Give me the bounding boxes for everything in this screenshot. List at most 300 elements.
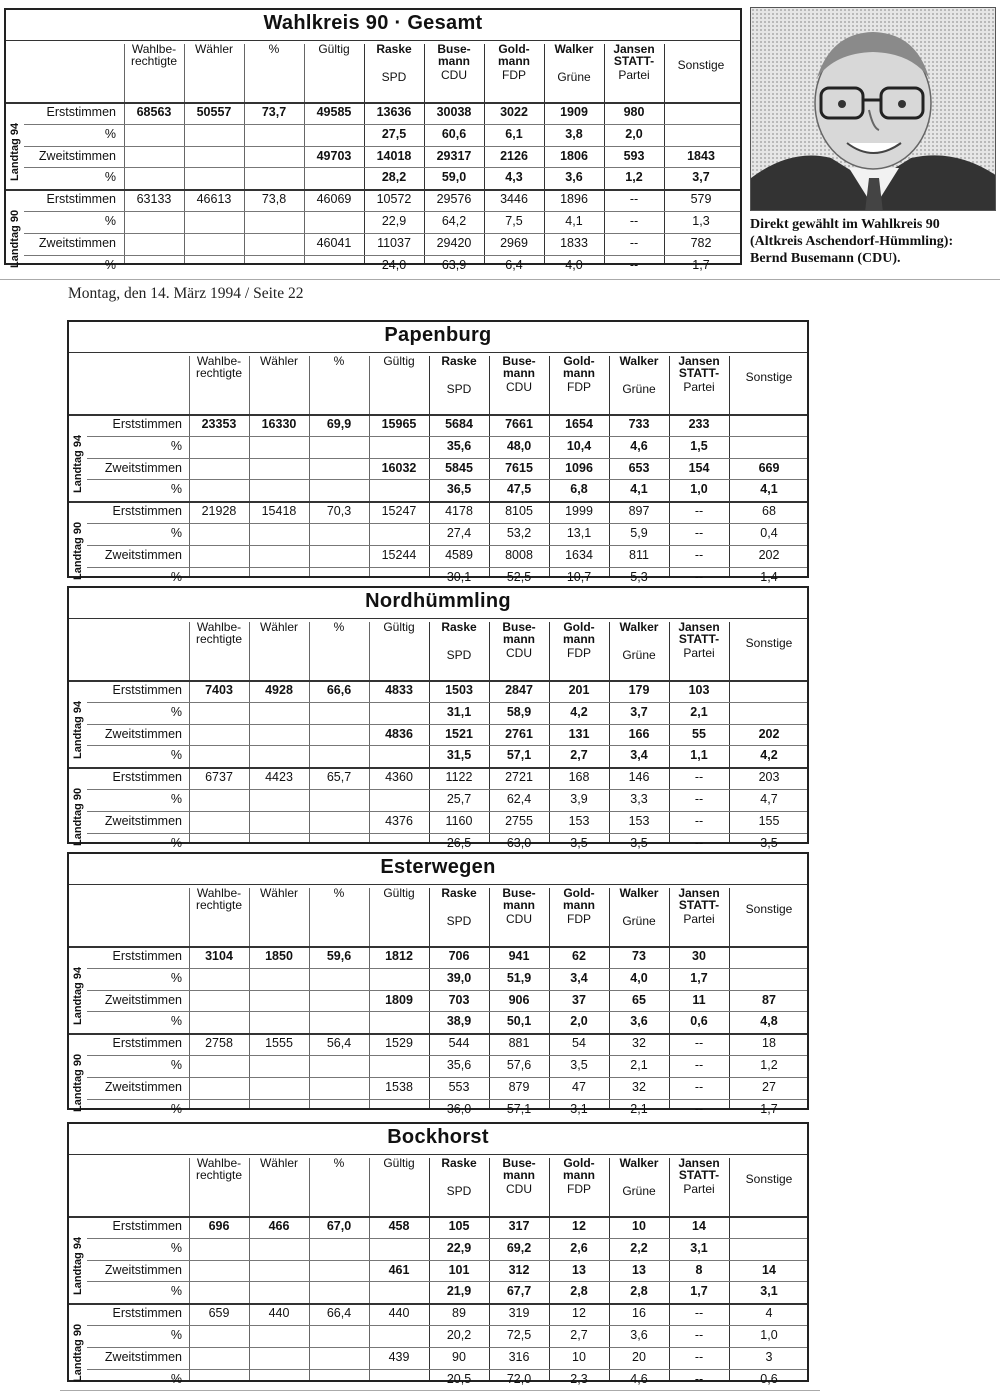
column-header [304, 43, 364, 71]
table-cell: 4836 [385, 726, 413, 741]
table-cell: 21928 [201, 504, 237, 519]
column-header-line: Raske [441, 886, 477, 900]
column-header-line: STATT- [678, 366, 720, 380]
table-cell: 69,2 [506, 1240, 532, 1255]
table-title: Bockhorst [387, 1126, 489, 1148]
table-cell: 461 [388, 1262, 410, 1277]
table-cell: 20,2 [446, 1328, 472, 1342]
table-cell: 15965 [381, 417, 417, 431]
table-cell: 7403 [205, 683, 233, 697]
column-header-line: Gültig [383, 620, 415, 634]
table-cell: 18 [762, 1036, 776, 1051]
landtag-label: Landtag 94 [72, 1237, 84, 1296]
row-label: Erststimmen [112, 1036, 182, 1051]
table-cell: 20,5 [446, 1371, 472, 1386]
table-cell: 2721 [505, 770, 533, 785]
party-label: Sonstige [745, 1172, 793, 1186]
table-cell: 1634 [565, 547, 593, 562]
table-cell: 233 [688, 417, 710, 431]
table-cell: -- [694, 1036, 704, 1051]
table-cell: 1812 [385, 949, 413, 963]
table-cell: 1529 [385, 1036, 413, 1051]
photo-caption: Direkt gewählt im Wahlkreis 90 (Altkreis Aschendorf-Hümmling): Bernd Busemann (CDU). [750, 217, 954, 266]
table-cell: 1503 [445, 683, 473, 697]
table-cell: 1896 [560, 192, 588, 207]
table-cell: 544 [448, 1036, 470, 1051]
column-header [189, 1157, 249, 1183]
row-rule [87, 1260, 807, 1261]
row-label: % [170, 569, 182, 584]
party-label: CDU [506, 1182, 532, 1196]
column-header [604, 43, 664, 81]
table-cell: 1122 [445, 770, 473, 785]
table-cell: 28,2 [381, 170, 407, 185]
party-label: FDP [567, 1182, 591, 1196]
column-header-line: rechtigte [195, 898, 243, 912]
table-cell: 906 [508, 992, 530, 1007]
row-label: % [104, 170, 116, 185]
column-header-line: Gültig [318, 42, 350, 56]
party-label: SPD [446, 1184, 472, 1198]
table-cell: 319 [508, 1306, 530, 1321]
column-header [609, 621, 669, 661]
column-header-line: rechtigte [195, 1168, 243, 1182]
table-cell: 29317 [436, 148, 472, 163]
party-label: Partei [683, 1182, 715, 1196]
row-label: Erststimmen [112, 1219, 182, 1233]
table-cell: 62,4 [506, 792, 532, 806]
column-header-line: Wahlbe- [196, 1156, 242, 1170]
row-label: Erststimmen [112, 504, 182, 519]
party-label: CDU [506, 646, 532, 660]
table-cell: 10 [572, 1349, 586, 1364]
table-cell: 3,5 [570, 1058, 588, 1072]
party-label: Sonstige [745, 902, 793, 916]
column-header [484, 43, 544, 81]
row-label: Erststimmen [112, 683, 182, 697]
table-title: Wahlkreis 90 · Gesamt [263, 12, 483, 34]
row-label: Zweitstimmen [38, 235, 116, 250]
column-header-line: Gold- [563, 886, 595, 900]
row-label: Zweitstimmen [38, 148, 116, 163]
row-label: % [170, 835, 182, 850]
table-cell: 63,0 [506, 835, 532, 850]
table-cell: -- [694, 569, 704, 584]
table-cell: 50557 [196, 105, 232, 119]
row-label: Zweitstimmen [104, 460, 182, 475]
column-rule [249, 622, 250, 842]
table-cell: 36,5 [446, 482, 472, 497]
table-cell: 3,5 [760, 835, 778, 850]
party-label: Partei [683, 646, 715, 660]
table-cell: 1,7 [692, 257, 710, 272]
row-label: % [170, 792, 182, 806]
table-cell: 16 [632, 1306, 646, 1321]
table-cell: 4423 [265, 770, 293, 785]
table-cell: 23353 [201, 417, 237, 431]
table-cell: 2,0 [625, 126, 643, 141]
table-cell: 4 [765, 1306, 773, 1321]
table-cell: 8 [695, 1262, 703, 1277]
table-cell: 733 [628, 417, 650, 431]
column-header [669, 621, 729, 659]
table-cell: 4376 [385, 813, 413, 828]
table-cell: 2,3 [570, 1371, 588, 1386]
table-cell: 4,1 [760, 482, 778, 497]
table-cell: 11 [692, 992, 706, 1007]
column-header-line: Gold- [563, 354, 595, 368]
row-label: % [170, 482, 182, 497]
table-cell: 154 [688, 460, 710, 475]
table-cell: 440 [388, 1306, 410, 1321]
landtag-label: Landtag 90 [72, 1324, 84, 1383]
table-cell: 60,6 [441, 126, 467, 141]
column-header [549, 621, 609, 659]
table-cell: 57,6 [506, 1058, 532, 1072]
table-cell: 10,7 [566, 569, 592, 584]
table-cell: 87 [762, 992, 776, 1007]
table-cell: 69,9 [326, 417, 352, 431]
table-cell: 317 [508, 1219, 530, 1233]
table-cell: -- [694, 835, 704, 850]
table-cell: 2755 [505, 813, 533, 828]
table-cell: 466 [268, 1219, 290, 1233]
row-label: Erststimmen [46, 192, 116, 207]
column-rule [189, 622, 190, 842]
row-label: Zweitstimmen [104, 1349, 182, 1364]
column-header-line: Jansen [678, 886, 720, 900]
title-rule [6, 40, 740, 41]
row-rule [69, 767, 807, 769]
table-cell: 2761 [505, 726, 533, 741]
row-rule [87, 702, 807, 703]
column-header-line: Walker [554, 42, 594, 56]
table-cell: 1809 [385, 992, 413, 1007]
table-cell: 1,7 [690, 1284, 708, 1299]
table-cell: 3,8 [565, 126, 583, 141]
candidate-portrait [750, 7, 996, 211]
table-cell: 3,5 [630, 835, 648, 850]
party-label: SPD [446, 914, 472, 928]
table-cell: 1806 [560, 148, 588, 163]
landtag-label: Landtag 94 [72, 701, 84, 760]
column-header-line: mann [502, 1168, 535, 1182]
table-cell: 2,1 [630, 1101, 648, 1116]
table-cell: 7,5 [505, 214, 523, 228]
row-rule [87, 545, 807, 546]
row-rule [24, 211, 740, 212]
table-cell: 51,9 [506, 970, 532, 985]
results-table [67, 852, 809, 1116]
column-header [549, 1157, 609, 1195]
table-cell: 1,1 [690, 748, 708, 763]
column-header-line: % [268, 42, 280, 56]
row-rule [87, 789, 807, 790]
party-label: Grüne [622, 914, 656, 928]
column-header [669, 1157, 729, 1195]
table-cell: 1843 [687, 148, 715, 163]
party-label: CDU [441, 68, 467, 82]
column-header-line: Gold- [498, 42, 530, 56]
party-label: Sonstige [677, 58, 725, 72]
column-header-line: Gültig [383, 886, 415, 900]
table-cell: 179 [628, 683, 650, 697]
column-header-line: Jansen [678, 620, 720, 634]
table-cell: 2,2 [630, 1240, 648, 1255]
table-cell: 0,4 [760, 526, 778, 540]
column-header-line: Wähler [259, 620, 298, 634]
column-header-line: STATT- [678, 1168, 720, 1182]
column-header [249, 355, 309, 383]
table-cell: 1,2 [760, 1058, 778, 1072]
table-cell: 980 [623, 105, 645, 119]
column-header [549, 887, 609, 925]
party-label: Partei [683, 912, 715, 926]
column-header-line: Raske [441, 1156, 477, 1170]
row-label: % [170, 1328, 182, 1342]
party-label: Grüne [622, 1184, 656, 1198]
table-cell: 14 [762, 1262, 776, 1277]
column-header-line: % [333, 886, 345, 900]
column-header-line: Jansen [678, 1156, 720, 1170]
column-header-line: Buse- [437, 42, 471, 56]
table-cell: 316 [508, 1349, 530, 1364]
table-cell: 5845 [445, 460, 473, 475]
table-cell: 32 [632, 1036, 646, 1051]
row-label: % [170, 1240, 182, 1255]
table-cell: 440 [268, 1306, 290, 1321]
party-label: Grüne [622, 382, 656, 396]
row-rule [87, 436, 807, 437]
row-label: Zweitstimmen [104, 1079, 182, 1094]
results-table [67, 586, 809, 850]
column-header-line: Wahlbe- [196, 886, 242, 900]
column-header [429, 1157, 489, 1197]
row-rule [87, 458, 807, 459]
row-label: Zweitstimmen [104, 992, 182, 1007]
table-cell: -- [694, 1349, 704, 1364]
results-table [67, 320, 809, 584]
table-cell: -- [629, 192, 639, 207]
row-rule [87, 990, 807, 991]
table-cell: 6737 [205, 770, 233, 785]
table-cell: 49703 [316, 148, 352, 163]
table-cell: 146 [628, 770, 650, 785]
party-label: SPD [446, 648, 472, 662]
column-rule [184, 44, 185, 263]
title-rule [69, 884, 807, 885]
column-header-line: STATT- [678, 898, 720, 912]
table-cell: 3,6 [565, 170, 583, 185]
column-header [189, 621, 249, 647]
column-header-line: Jansen [678, 354, 720, 368]
column-header-line: mann [562, 1168, 595, 1182]
table-cell: -- [629, 235, 639, 250]
table-cell: 4,2 [760, 748, 778, 763]
table-title: Nordhümmling [365, 590, 511, 612]
column-header-line: Gültig [383, 354, 415, 368]
party-label: Grüne [622, 648, 656, 662]
table-cell: 10,4 [566, 438, 592, 453]
table-cell: 1909 [560, 105, 588, 119]
column-header [489, 355, 549, 393]
column-header [489, 1157, 549, 1195]
row-label: Erststimmen [112, 770, 182, 785]
column-header-line: Buse- [502, 620, 536, 634]
row-rule [87, 833, 807, 834]
table-cell: -- [694, 526, 704, 540]
column-header [429, 887, 489, 927]
table-cell: 703 [448, 992, 470, 1007]
column-header-line: mann [562, 632, 595, 646]
table-cell: 65,7 [326, 770, 352, 785]
table-cell: 4,6 [630, 1371, 648, 1386]
table-cell: 7615 [505, 460, 533, 475]
column-header [489, 621, 549, 659]
column-rule [244, 44, 245, 263]
table-cell: 7661 [505, 417, 533, 431]
dateline: Montag, den 14. März 1994 / Seite 22 [68, 285, 304, 302]
table-cell: -- [694, 547, 704, 562]
table-cell: 3,3 [630, 792, 648, 806]
column-header-line: Walker [619, 886, 659, 900]
party-label: Partei [618, 68, 650, 82]
title-rule [69, 352, 807, 353]
column-header-line: Buse- [502, 354, 536, 368]
table-cell: 3,9 [570, 792, 588, 806]
table-cell: 22,9 [446, 1240, 472, 1255]
table-cell: 29420 [436, 235, 472, 250]
table-cell: 13636 [376, 105, 412, 119]
table-cell: 50,1 [506, 1014, 532, 1029]
row-rule [24, 167, 740, 168]
table-cell: -- [694, 1079, 704, 1094]
table-cell: 1096 [565, 460, 593, 475]
title-rule [69, 618, 807, 619]
table-cell: 55 [692, 726, 706, 741]
party-label: Sonstige [745, 636, 793, 650]
table-cell: 70,3 [326, 504, 352, 519]
table-cell: 14018 [376, 148, 412, 163]
column-header-line: Wähler [259, 354, 298, 368]
table-cell: 56,4 [326, 1036, 352, 1051]
table-cell: 67,0 [326, 1219, 352, 1233]
column-rule [189, 356, 190, 576]
column-header-line: mann [502, 366, 535, 380]
column-header-line: Wähler [259, 1156, 298, 1170]
row-label: % [170, 1284, 182, 1299]
column-header-line: mann [502, 898, 535, 912]
table-cell: 57,1 [506, 1101, 532, 1116]
table-cell: 2847 [505, 683, 533, 697]
column-header [309, 355, 369, 383]
table-cell: 3,4 [630, 748, 648, 763]
column-header-line: Buse- [502, 886, 536, 900]
column-header-line: mann [502, 632, 535, 646]
column-header-line: mann [497, 54, 530, 68]
column-header [729, 887, 809, 915]
party-label: Grüne [557, 70, 591, 84]
table-cell: 47,5 [506, 482, 532, 497]
table-cell: -- [694, 1101, 704, 1116]
table-cell: 68563 [136, 105, 172, 119]
table-cell: 35,6 [446, 1058, 472, 1072]
party-label: Partei [683, 380, 715, 394]
row-label: % [170, 1058, 182, 1072]
table-cell: 24,0 [381, 257, 407, 272]
title-rule [69, 1154, 807, 1155]
row-label: % [104, 257, 116, 272]
table-cell: 2,8 [570, 1284, 588, 1299]
table-cell: 46069 [316, 192, 352, 207]
table-cell: 2,7 [570, 1328, 588, 1342]
column-header-line: STATT- [613, 54, 655, 68]
column-header [309, 621, 369, 649]
column-rule [309, 356, 310, 576]
row-rule [87, 523, 807, 524]
table-cell: 21,9 [446, 1284, 472, 1299]
table-cell: 653 [628, 460, 650, 475]
column-header [609, 355, 669, 395]
table-cell: 49585 [316, 105, 352, 119]
column-header [184, 43, 244, 71]
table-cell: 881 [508, 1036, 530, 1051]
table-cell: 1850 [265, 949, 293, 963]
header-rule [69, 680, 807, 682]
table-cell: -- [694, 504, 704, 519]
table-cell: 5684 [445, 417, 473, 431]
row-rule [24, 146, 740, 147]
table-cell: 782 [690, 235, 712, 250]
column-header [669, 887, 729, 925]
table-cell: 4,2 [570, 704, 588, 719]
column-header-line: mann [562, 898, 595, 912]
column-header-line: mann [437, 54, 470, 68]
table-cell: 57,1 [506, 748, 532, 763]
table-cell: 3,4 [570, 970, 588, 985]
table-cell: 4,1 [630, 482, 648, 497]
table-cell: 20 [632, 1349, 646, 1364]
row-label: % [170, 704, 182, 719]
table-cell: 5,3 [630, 569, 648, 584]
column-header-line: Wahlbe- [196, 620, 242, 634]
table-cell: 2,0 [570, 1014, 588, 1029]
row-rule [87, 1325, 807, 1326]
table-cell: 89 [452, 1306, 466, 1321]
table-cell: 4589 [445, 547, 473, 562]
table-cell: 3 [765, 1349, 773, 1364]
table-cell: 1,3 [692, 214, 710, 228]
table-cell: 1,2 [625, 170, 643, 185]
table-cell: 4,6 [630, 438, 648, 453]
table-cell: 103 [688, 683, 710, 697]
table-cell: 27,5 [381, 126, 407, 141]
table-cell: 3,1 [690, 1240, 708, 1255]
table-cell: 31,1 [446, 704, 472, 719]
table-cell: -- [694, 1306, 704, 1321]
column-header [249, 887, 309, 915]
table-cell: 3,1 [760, 1284, 778, 1299]
table-cell: 6,1 [505, 126, 523, 141]
table-cell: 202 [758, 726, 780, 741]
row-rule [69, 1303, 807, 1305]
row-rule [24, 255, 740, 256]
table-cell: 201 [568, 683, 590, 697]
row-label: % [170, 526, 182, 540]
table-cell: 101 [448, 1262, 470, 1277]
table-cell: 39,0 [446, 970, 472, 985]
table-cell: 14 [692, 1219, 706, 1233]
